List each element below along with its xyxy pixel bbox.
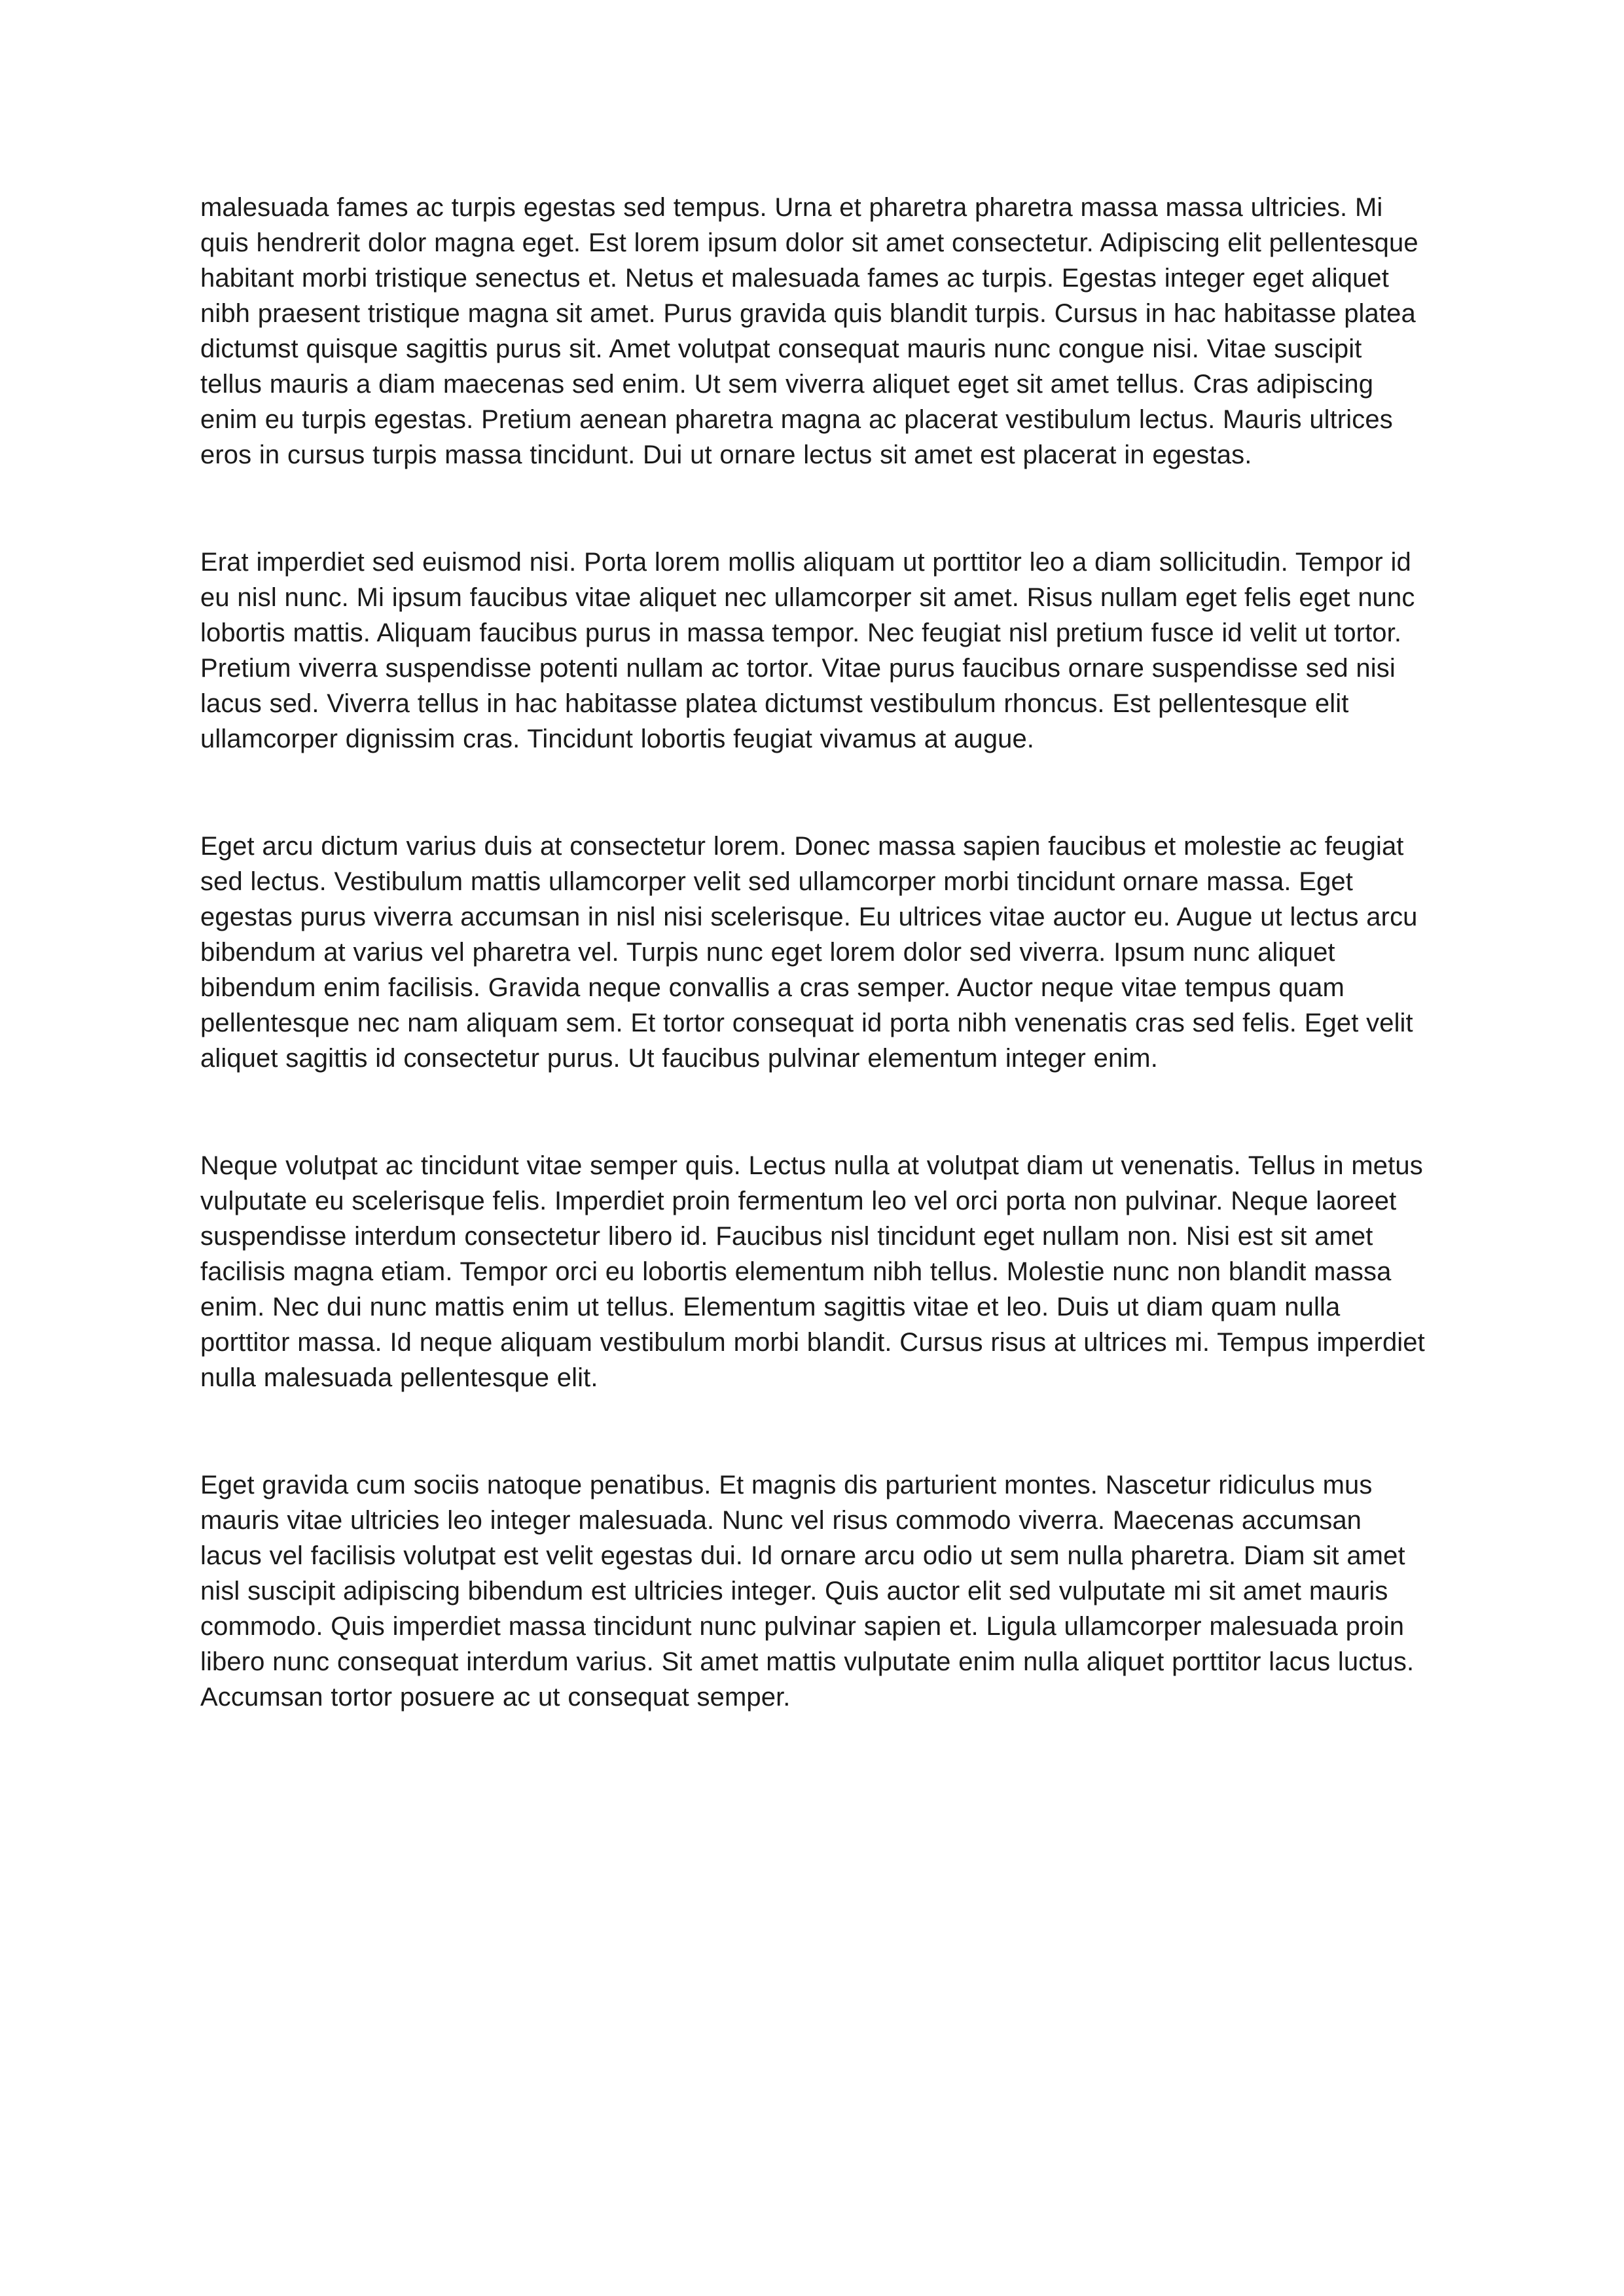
paragraph: Eget arcu dictum varius duis at consectetur lorem. Donec massa sapien faucibus et molestie ac feugiat sed lectus. Vestibulum mattis ullamcorper velit sed ullamcorper morbi tincidunt ornare massa. Eget egestas purus viverra accumsan in nisl nisi scelerisque. Eu ultrices vitae auctor eu. Augue ut lectus arcu bibendum at varius vel pharetra vel. Turpis nunc eget lorem dolor sed viverra. Ipsum nunc aliquet bibendum enim facilisis. Gravida neque convallis a cras semper. Auctor neque vitae tempus quam pellentesque nec nam aliquam sem. Et tortor consequat id porta nibh venenatis cras sed felis. Eget velit aliquet sagittis id consectetur purus. Ut faucibus pulvinar elementum integer enim. (200, 832, 1418, 1073)
paragraph: Eget gravida cum sociis natoque penatibus. Et magnis dis parturient montes. Nascetur ridiculus mus mauris vitae ultricies leo integer malesuada. Nunc vel risus commodo viverra. Maecenas accumsan lacus vel facilisis volutpat est velit egestas dui. Id ornare arcu odio ut sem nulla pharetra. Diam sit amet nisl suscipit adipiscing bibendum est ultricies integer. Quis auctor elit sed vulputate mi sit amet mauris commodo. Quis imperdiet massa tincidunt nunc pulvinar sapien et. Ligula ullamcorper malesuada proin libero nunc consequat interdum varius. Sit amet mattis vulputate enim nulla aliquet porttitor lacus luctus. Accumsan tortor posuere ac ut consequat semper. (200, 1471, 1415, 1712)
document-body-text (200, 190, 1430, 1715)
paragraph: Neque volutpat ac tincidunt vitae semper quis. Lectus nulla at volutpat diam ut venenatis. Tellus in metus vulputate eu scelerisque felis. Imperdiet proin fermentum leo vel orci porta non pulvinar. Neque laoreet suspendisse interdum consectetur libero id. Faucibus nisl tincidunt eget nullam non. Nisi est sit amet facilisis magna etiam. Tempor orci eu lobortis elementum nibh tellus. Molestie nunc non blandit massa enim. Nec dui nunc mattis enim ut tellus. Elementum sagittis vitae et leo. Duis ut diam quam nulla porttitor massa. Id neque aliquam vestibulum morbi blandit. Cursus risus at ultrices mi. Tempus imperdiet nulla malesuada pellentesque elit. (200, 1151, 1425, 1392)
paragraph: Erat imperdiet sed euismod nisi. Porta lorem mollis aliquam ut porttitor leo a diam sollicitudin. Tempor id eu nisl nunc. Mi ipsum faucibus vitae aliquet nec ullamcorper sit amet. Risus nullam eget felis eget nunc lobortis mattis. Aliquam faucibus purus in massa tempor. Nec feugiat nisl pretium fusce id velit ut tortor. Pretium viverra suspendisse potenti nullam ac tortor. Vitae purus faucibus ornare suspendisse sed nisi lacus sed. Viverra tellus in hac habitasse platea dictumst vestibulum rhoncus. Est pellentesque elit ullamcorper dignissim cras. Tincidunt lobortis feugiat vivamus at augue. (200, 548, 1415, 753)
paragraph: malesuada fames ac turpis egestas sed tempus. Urna et pharetra pharetra massa massa ultricies. Mi quis hendrerit dolor magna eget. Est lorem ipsum dolor sit amet consectetur. Adipiscing elit pellentesque habitant morbi tristique senectus et. Netus et malesuada fames ac turpis. Egestas integer eget aliquet nibh praesent tristique magna sit amet. Purus gravida quis blandit turpis. Cursus in hac habitasse platea dictumst quisque sagittis purus sit. Amet volutpat consequat mauris nunc congue nisi. Vitae suscipit tellus mauris a diam maecenas sed enim. Ut sem viverra aliquet eget sit amet tellus. Cras adipiscing enim eu turpis egestas. Pretium aenean pharetra magna ac placerat vestibulum lectus. Mauris ultrices eros in cursus turpis massa tincidunt. Dui ut ornare lectus sit amet est placerat in egestas. (200, 193, 1418, 469)
